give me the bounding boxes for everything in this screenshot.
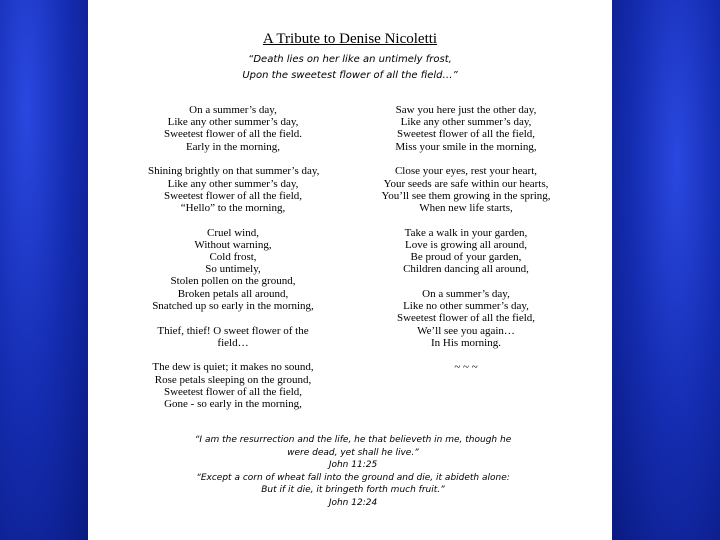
poem-line: Saw you here just the other day,	[395, 104, 537, 116]
poem-line: You’ll see them growing in the spring,	[381, 189, 551, 202]
document-page	[88, 0, 612, 540]
poem-line: The dew is quiet; it makes no sound,	[152, 361, 314, 374]
right-stanza	[366, 104, 566, 153]
poem-line: field…	[217, 336, 249, 349]
right-stanza	[366, 227, 566, 276]
epigraph-line: “Death lies on her like an untimely frost,	[248, 54, 452, 65]
poem-line: Take a walk in your garden,	[404, 226, 528, 239]
left-stanza	[148, 325, 318, 349]
background-right	[612, 0, 720, 540]
scripture-line: “I am the resurrection and the life, he that believeth in me, though he	[194, 435, 512, 445]
poem-line: “Hello” to the morning,	[180, 201, 286, 214]
poem-line: On a summer’s day,	[422, 287, 510, 300]
scripture-line: “Except a corn of wheat fall into the ground and die, it abideth alone:	[196, 472, 510, 483]
background-left	[0, 0, 88, 540]
scripture-reference: John 12:24	[328, 497, 378, 508]
poem-line: Children dancing all around,	[403, 263, 529, 276]
poem-line: ~ ~ ~	[454, 361, 478, 374]
poem-line: Like any other summer’s day,	[167, 177, 299, 190]
document-title: A Tribute to Denise Nicoletti	[262, 31, 438, 47]
poem-right-column	[366, 104, 566, 386]
scripture-line: were dead, yet shall he live.”	[287, 447, 419, 458]
scripture-line: But if it die, it bringeth forth much fruit.”	[261, 485, 445, 495]
poem-line: Miss your smile in the morning,	[395, 140, 537, 153]
right-stanza	[366, 288, 566, 349]
poem-left-column	[148, 104, 318, 423]
poem-line: Sweetest flower of all the field,	[163, 189, 303, 202]
poem-line: Sweetest flower of all the field,	[396, 312, 536, 325]
poem-line: In His morning.	[431, 336, 501, 349]
poem-line: Cruel wind,	[207, 226, 259, 239]
poem-line: Snatched up so early in the morning,	[152, 299, 314, 312]
poem-line: Thief, thief! O sweet flower of the	[157, 324, 309, 337]
poem-line: Your seeds are safe within our hearts,	[383, 177, 549, 190]
poem-line: On a summer’s day,	[189, 104, 277, 116]
poem-line: Without warning,	[194, 238, 272, 251]
poem-line: Stolen pollen on the ground,	[170, 275, 296, 288]
poem-line: Shining brightly on that summer’s day,	[148, 165, 320, 178]
poem-line: Gone - so early in the morning,	[164, 398, 302, 411]
poem-line: Sweetest flower of all the field,	[396, 128, 536, 141]
left-stanza	[148, 104, 318, 153]
poem-line: Love is growing all around,	[405, 238, 527, 251]
right-stanza	[366, 165, 566, 214]
poem-line: Early in the morning,	[185, 140, 281, 153]
poem-line: Broken petals all around,	[177, 287, 289, 300]
poem-line: We’ll see you again…	[417, 324, 515, 337]
poem-line: Sweetest flower of all the field,	[163, 385, 303, 398]
right-stanza	[366, 361, 566, 373]
poem-line: Cold frost,	[209, 251, 257, 264]
poem-line: When new life starts,	[419, 201, 513, 214]
epigraph	[88, 52, 612, 84]
epigraph-line: Upon the sweetest flower of all the field…”	[242, 70, 458, 81]
poem-line: Like no other summer’s day,	[403, 300, 529, 313]
poem-line: Rose petals sleeping on the ground,	[154, 373, 312, 386]
poem-line: Like any other summer’s day,	[167, 116, 299, 129]
scripture-reference: John 11:25	[328, 460, 378, 470]
poem-line: So untimely,	[205, 263, 261, 276]
poem-line: Like any other summer’s day,	[400, 116, 532, 129]
poem-line: Be proud of your garden,	[410, 251, 522, 264]
left-stanza	[148, 361, 318, 410]
scripture-quotes	[148, 434, 558, 509]
left-stanza	[148, 227, 318, 312]
poem-line: Close your eyes, rest your heart,	[394, 165, 538, 178]
left-stanza	[148, 165, 318, 214]
poem-line: Sweetest flower of all the field.	[163, 128, 303, 141]
